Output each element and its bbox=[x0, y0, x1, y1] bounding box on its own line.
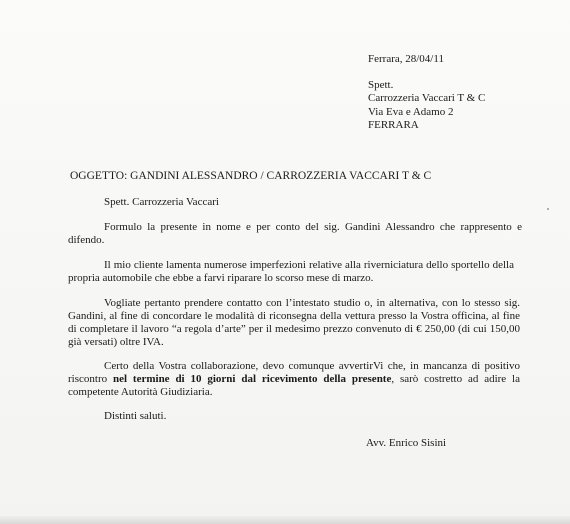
recipient-salutation: Spett. bbox=[368, 79, 394, 91]
paragraph-1: Formulo la presente in nome e per conto del sig. Gandini Alessandro che rappresento e difendo. bbox=[68, 221, 522, 246]
paragraph-4-deadline: nel termine di 10 giorni dal ricevimento della presente bbox=[112, 373, 392, 385]
recipient-street: Via Eva e Adamo 2 bbox=[368, 106, 454, 118]
greeting: Spett. Carrozzeria Vaccari bbox=[104, 196, 219, 208]
recipient-city: FERRARA bbox=[368, 119, 419, 131]
paragraph-3: Vogliate pertanto prendere contatto con l’intestato studio o, in alternativa, con lo stesso sig. Gandini, al fine di concordare le modalità di riconsegna della vettura presso la Vostra officina, al fine di completare il lavoro “a regola d’arte” per il medesimo prezzo convenuto di € 250,00 (di cui 150,00 già versati) oltre IVA. bbox=[68, 297, 520, 348]
recipient-company: Carrozzeria Vaccari T & C bbox=[368, 92, 486, 104]
paragraph-4-text-start: Certo della Vostra collaborazione, devo comunque avvertirVi che, in mancanza di positivo riscontro bbox=[68, 360, 520, 385]
signature: Avv. Enrico Sisini bbox=[366, 437, 447, 449]
page-bottom-edge bbox=[0, 516, 570, 524]
closing: Distinti saluti. bbox=[104, 410, 167, 422]
paragraph-4 bbox=[68, 360, 520, 399]
subject-line: OGGETTO: GANDINI ALESSANDRO / CARROZZERIA VACCARI T & C bbox=[70, 170, 432, 182]
paper-speck bbox=[547, 208, 549, 210]
paragraph-2: Il mio cliente lamenta numerose imperfezioni relative alla riverniciatura dello sportello della propria automobile che ebbe a farvi riparare lo scorso mese di marzo. bbox=[68, 259, 514, 284]
place-date: Ferrara, 28/04/11 bbox=[368, 53, 444, 65]
paragraph-4-text-end: , sarò costretto ad adire la competente Autorità Giudiziaria. bbox=[68, 373, 520, 398]
